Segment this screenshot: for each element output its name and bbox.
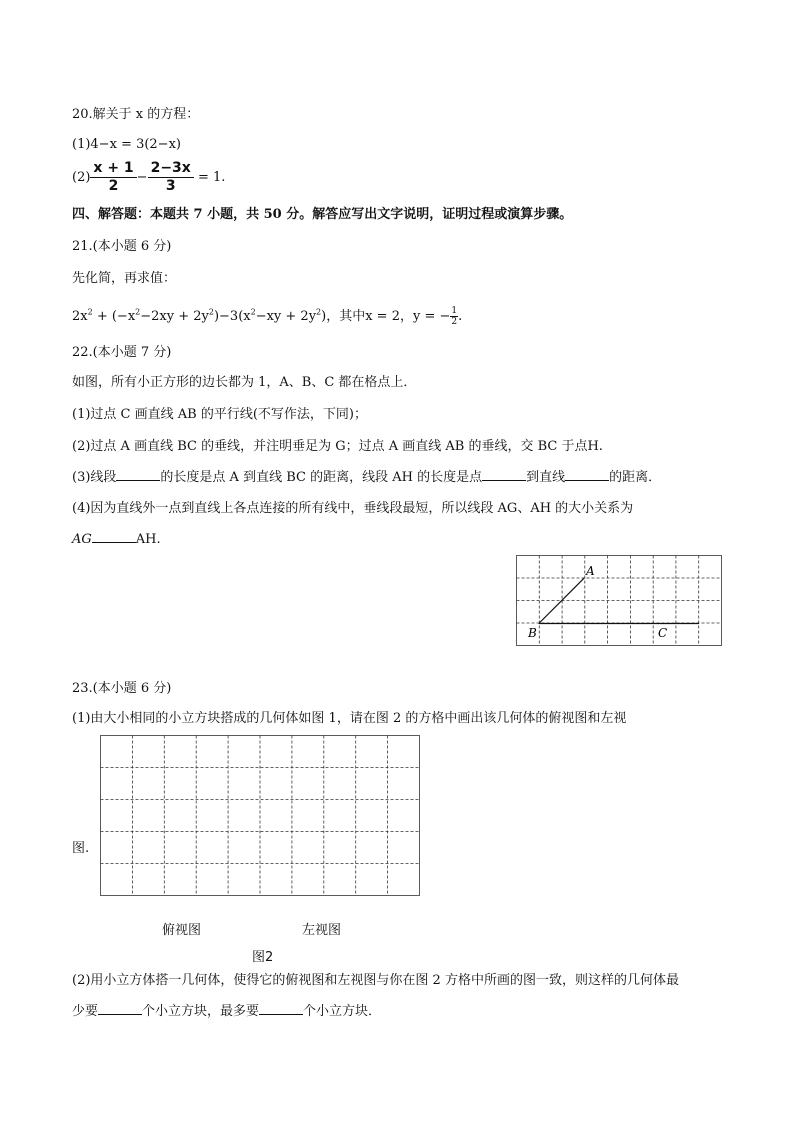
text: 的长度是点 A 到直线 BC 的距离，线段 AH 的长度是点: [160, 470, 483, 485]
period: .: [458, 309, 463, 324]
section4-heading: 四、解答题：本题共 7 小题，共 50 分。解答应写出文字说明，证明过程或演算步骤。: [72, 207, 573, 222]
answer-blank[interactable]: [482, 468, 526, 481]
q22-intro: 如图，所有小正方形的边长都为 1，A、B、C 都在格点上．: [72, 375, 417, 390]
minus-sign: −: [136, 170, 148, 185]
q22-part1: (1)过点 C 画直线 AB 的平行线(不写作法，下同)；: [72, 407, 367, 422]
expr-part: −2xy + 2y: [140, 309, 209, 324]
exponent: 2: [135, 307, 141, 317]
q22-grid-figure: [516, 555, 724, 648]
answer-blank[interactable]: [92, 530, 136, 543]
q20-part2-prefix: (2): [72, 170, 91, 185]
text: 少要: [72, 1004, 99, 1019]
dashed-grid: [517, 556, 722, 646]
dashed-grid: [101, 736, 420, 896]
expr-part: + (−x: [92, 309, 136, 324]
text: 个小立方块．: [303, 1004, 382, 1019]
exponent: 2: [316, 307, 322, 317]
q23-part1-end: 图.: [72, 841, 90, 856]
q22-part5: [72, 530, 161, 549]
answer-blank[interactable]: [98, 1002, 142, 1015]
expr-part: −xy + 2y: [255, 309, 317, 324]
exponent: 2: [87, 307, 93, 317]
fraction-denominator: 3: [165, 178, 176, 194]
answer-blank[interactable]: [565, 468, 609, 481]
fraction-denominator: 2: [108, 178, 119, 194]
expr-part: )，其中x = 2，y = −: [321, 309, 451, 324]
expr-part: )−3(x: [213, 309, 251, 324]
q20-title: 20.解关于 x 的方程：: [72, 107, 200, 122]
q20-part2: [72, 160, 225, 195]
q20-part2-suffix: = 1.: [193, 170, 226, 185]
fraction-numerator: 1: [451, 306, 458, 316]
q23-part3: [72, 1002, 381, 1021]
fraction-2-minus-3x-over-3: [148, 160, 194, 195]
q23-title: 23.(本小题 6 分): [72, 681, 172, 696]
point-b-label: B: [528, 626, 537, 640]
q22-part4: (4)因为直线外一点到直线上各点连接的所有线中，垂线段最短，所以线段 AG、AH 的大小关系为: [72, 501, 634, 516]
q21-title: 21.(本小题 6 分): [72, 239, 172, 254]
point-c-label: C: [658, 626, 668, 640]
q23-part2: (2)用小立方体搭一几何体，使得它的俯视图和左视图与你在图 2 方格中所画的图一致，则这样的几何体最: [72, 973, 679, 988]
text: 个小立方块，最多要: [142, 1004, 260, 1019]
fraction-numerator: 2−3x: [148, 160, 194, 178]
q22-part2: (2)过点 A 画直线 BC 的垂线，并注明垂足为 G；过点 A 画直线 AB 的垂线，交 BC 于点H.: [72, 439, 603, 454]
q22-part3: [72, 468, 661, 487]
q23-grid-figure: [100, 735, 421, 897]
fraction-numerator: x + 1: [90, 160, 136, 178]
point-a-label: A: [586, 564, 595, 578]
text: (3)线段: [72, 470, 117, 485]
fraction-denominator: 2: [451, 317, 458, 327]
q20-part1: (1)4−x = 3(2−x): [72, 137, 181, 152]
q22-title: 22.(本小题 7 分): [72, 345, 172, 360]
q21-expression: [72, 306, 462, 327]
q23-part1: (1)由大小相同的小立方块搭成的几何体如图 1，请在图 2 的方格中画出该几何体的俯视图和左视: [72, 711, 627, 726]
expr-part: 2x: [72, 309, 88, 324]
q21-instruction: 先化简，再求值：: [72, 271, 177, 286]
answer-blank[interactable]: [259, 1002, 303, 1015]
exponent: 2: [250, 307, 256, 317]
left-view-label: 左视图: [302, 923, 342, 938]
text: AH.: [135, 532, 161, 547]
fraction-x-plus-1-over-2: [90, 160, 136, 195]
answer-blank[interactable]: [116, 468, 160, 481]
top-view-label: 俯视图: [162, 923, 202, 938]
text: 的距离．: [609, 470, 662, 485]
fraction-one-half: [450, 306, 458, 327]
text: AG: [72, 532, 92, 547]
figure-2-label: 图2: [252, 950, 274, 965]
text: 到直线: [526, 470, 566, 485]
exponent: 2: [208, 307, 214, 317]
